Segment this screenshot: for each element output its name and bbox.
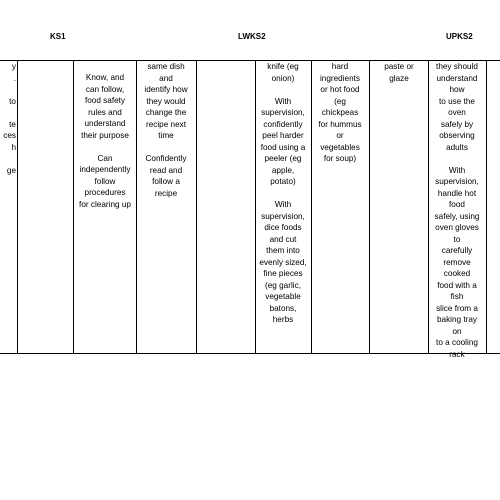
column-divider <box>196 60 197 354</box>
table-cell-food-safety: Know, and can follow, food safety rules and understand their purpose Can independently follow procedures for clearing up <box>79 73 131 209</box>
table-cell-recipe: same dish and identify how they would change the recipe next time Confidently read and follow a recipe <box>144 62 188 198</box>
column-divider <box>486 60 487 354</box>
key-stage-header-lwks2: LWKS2 <box>238 32 266 41</box>
table-cell-paste-glaze: paste or glaze <box>384 62 414 83</box>
key-stage-header-upks2: UPKS2 <box>446 32 473 41</box>
column-divider <box>17 60 18 354</box>
table-cell-partial-left: y . to te ces h ge <box>3 62 16 175</box>
key-stage-header-ks1: KS1 <box>50 32 66 41</box>
table-cell-knife-skills: knife (eg onion) With supervision, confidently peel harder food using a peeler (eg apple, potato) With supervision, dice foods and cut them into evenly sized, fine pieces (eg garlic, vegetable batons, herbs <box>259 62 307 324</box>
table-cell-oven-safety: they should understand how to use the oven safely by observing adults With supervision, handle hot food safely, using oven gloves to carefully remove cooked food with a fish slice from a baking tray on to a cooling rack <box>434 62 480 359</box>
table-cell-hard-ingredients: hard ingredients or hot food (eg chickpeas for hummus or vegetables for soup) <box>318 62 362 163</box>
column-divider <box>369 60 370 354</box>
